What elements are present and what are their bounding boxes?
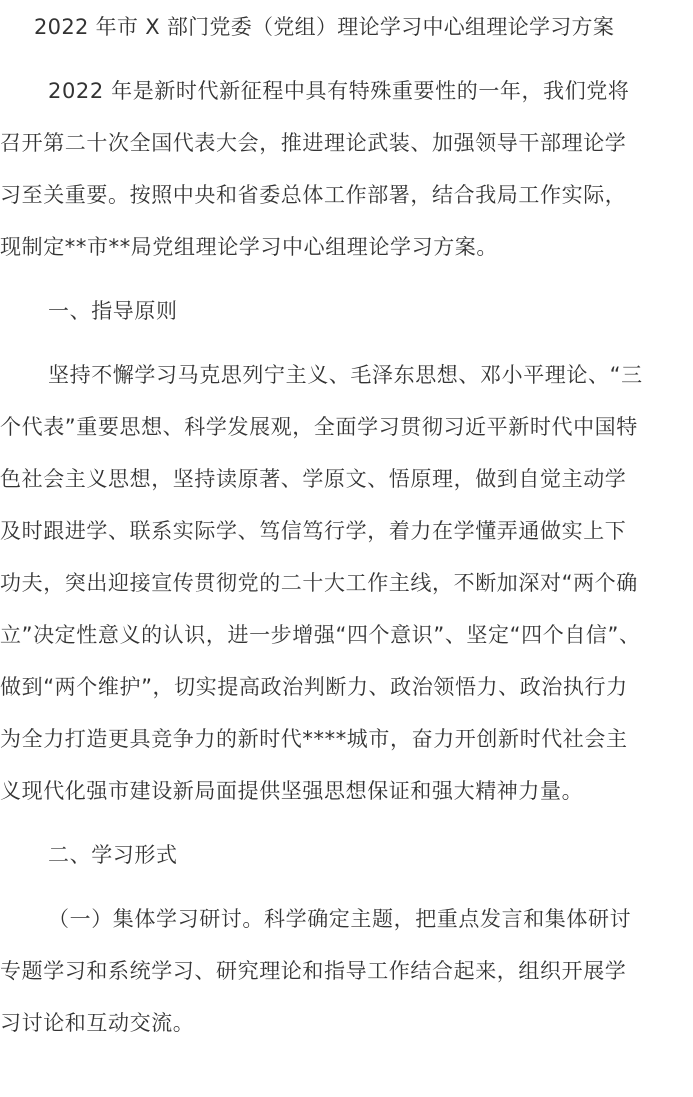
principles-paragraph-line: 色社会主义思想，坚持读原著、学原文、悟原理，做到自觉主动学 <box>0 467 627 491</box>
principles-paragraph-line: 义现代化强市建设新局面提供坚强思想保证和强大精神力量。 <box>0 779 584 803</box>
section-heading-study-forms: 二、学习形式 <box>48 843 178 867</box>
section-heading-guiding-principles: 一、指导原则 <box>48 299 178 323</box>
principles-paragraph-line: 立”决定性意义的认识，进一步增强“四个意识”、坚定“四个自信”、 <box>0 623 641 647</box>
principles-paragraph-line: 做到“两个维护”，切实提高政治判断力、政治领悟力、政治执行力 <box>0 675 628 699</box>
principles-paragraph-line: 个代表”重要思想、科学发展观，全面学习贯彻习近平新时代中国特 <box>0 415 638 439</box>
intro-paragraph-line: 召开第二十次全国代表大会，推进理论武装、加强领导干部理论学 <box>0 131 627 155</box>
intro-paragraph-line: 现制定**市**局党组理论学习中心组理论学习方案。 <box>0 235 498 259</box>
intro-paragraph-line: 2022 年是新时代新征程中具有特殊重要性的一年，我们党将 <box>48 79 630 103</box>
principles-paragraph-line: 坚持不懈学习马克思列宁主义、毛泽东思想、邓小平理论、“三 <box>48 363 643 387</box>
document-title: 2022 年市 X 部门党委（党组）理论学习中心组理论学习方案 <box>34 15 615 39</box>
principles-paragraph-line: 为全力打造更具竞争力的新时代****城市，奋力开创新时代社会主 <box>0 727 628 751</box>
study-forms-paragraph-line: 习讨论和互动交流。 <box>0 1011 195 1035</box>
study-forms-paragraph-line: （一）集体学习研讨。科学确定主题，把重点发言和集体研讨 <box>48 907 632 931</box>
principles-paragraph-line: 功夫，突出迎接宣传贯彻党的二十大工作主线，不断加深对“两个确 <box>0 571 638 595</box>
study-forms-paragraph-line: 专题学习和系统学习、研究理论和指导工作结合起来，组织开展学 <box>0 959 627 983</box>
intro-paragraph-line: 习至关重要。按照中央和省委总体工作部署，结合我局工作实际， <box>0 183 627 207</box>
principles-paragraph-line: 及时跟进学、联系实际学、笃信笃行学，着力在学懂弄通做实上下 <box>0 519 627 543</box>
